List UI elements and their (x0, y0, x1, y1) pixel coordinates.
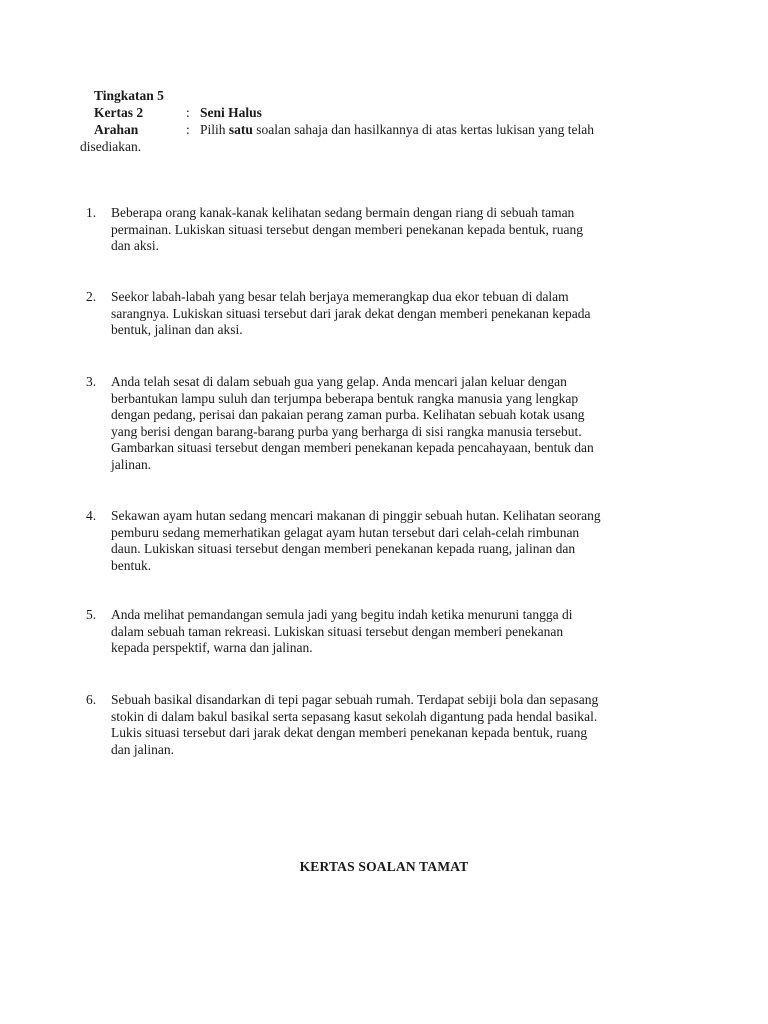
instruction-emphasis: satu (228, 122, 253, 137)
question-text: Seekor labah-labah yang besar telah berjaya memerangkap dua ekor tebuan di dalam sarangnya. Lukiskan situasi tersebut dari jarak dekat dengan memberi penekanan kepada bentuk, jalinan dan aksi. (111, 289, 591, 337)
question-4 (86, 508, 686, 574)
question-2 (86, 289, 686, 339)
question-text: Sebuah basikal disandarkan di tepi pagar sebuah rumah. Terdapat sebiji bola dan sepasang stokin di dalam bakul basikal serta sepasang kasut sekolah digantung pada hendal basikal. Lukis situasi tersebut dari jarak dekat dengan memberi penekanan kepada bentuk, ruang dan jalinan. (111, 692, 599, 757)
question-number: 2. (86, 289, 97, 304)
level-label: Tingkatan 5 (94, 88, 164, 103)
question-number: 1. (86, 205, 97, 220)
question-text: Anda melihat pemandangan semula jadi yang begitu indah ketika menuruni tangga di dalam sebuah taman rekreasi. Lukiskan situasi tersebut dengan memberi penekanan kepada perspektif, warna dan jalinan. (111, 607, 573, 655)
instruction-pre: Pilih (200, 122, 229, 137)
question-number: 4. (86, 508, 97, 523)
instruction-wrap-line: disediakan. (80, 139, 142, 154)
instruction-separator: : (186, 122, 190, 137)
question-number: 5. (86, 607, 97, 622)
question-text: Beberapa orang kanak-kanak kelihatan sedang bermain dengan riang di sebuah taman permainan. Lukiskan situasi tersebut dengan memberi penekanan kepada bentuk, ruang dan aksi. (111, 205, 583, 253)
question-number: 6. (86, 692, 97, 707)
paper-row (94, 105, 694, 122)
instruction-text (200, 122, 694, 139)
question-3 (86, 374, 686, 473)
question-text: Anda telah sesat di dalam sebuah gua yang gelap. Anda mencari jalan keluar dengan berbantukan lampu suluh dan terjumpa beberapa bentuk rangka manusia yang lengkap dengan pedang, perisai dan pakaian perang zaman purba. Kelihatan sebuah kotak usang yang berisi dengan barang-barang purba yang berharga di sisi rangka manusia tersebut. Gambarkan situasi tersebut dengan memberi penekanan kepada pencahayaan, bentuk dan jalinan. (111, 374, 594, 472)
paper-separator: : (186, 105, 190, 120)
question-5 (86, 607, 686, 657)
question-6 (86, 692, 686, 758)
instruction-row (94, 122, 694, 139)
end-of-paper-notice: KERTAS SOALAN TAMAT (299, 859, 469, 874)
exam-header (94, 88, 694, 139)
question-1 (86, 205, 686, 255)
level-row (94, 88, 694, 105)
question-number: 3. (86, 374, 97, 389)
instruction-post: soalan sahaja dan hasilkannya di atas kertas lukisan yang telah (252, 122, 595, 137)
instruction-label: Arahan (94, 122, 139, 137)
question-text: Sekawan ayam hutan sedang mencari makanan di pinggir sebuah hutan. Kelihatan seorang pemburu sedang memerhatikan gelagat ayam hutan tersebut dari celah-celah rimbunan daun. Lukiskan situasi tersebut dengan memberi penekanan kepada ruang, jalinan dan bentuk. (111, 508, 601, 573)
paper-label: Kertas 2 (94, 105, 144, 120)
paper-value: Seni Halus (200, 105, 262, 120)
